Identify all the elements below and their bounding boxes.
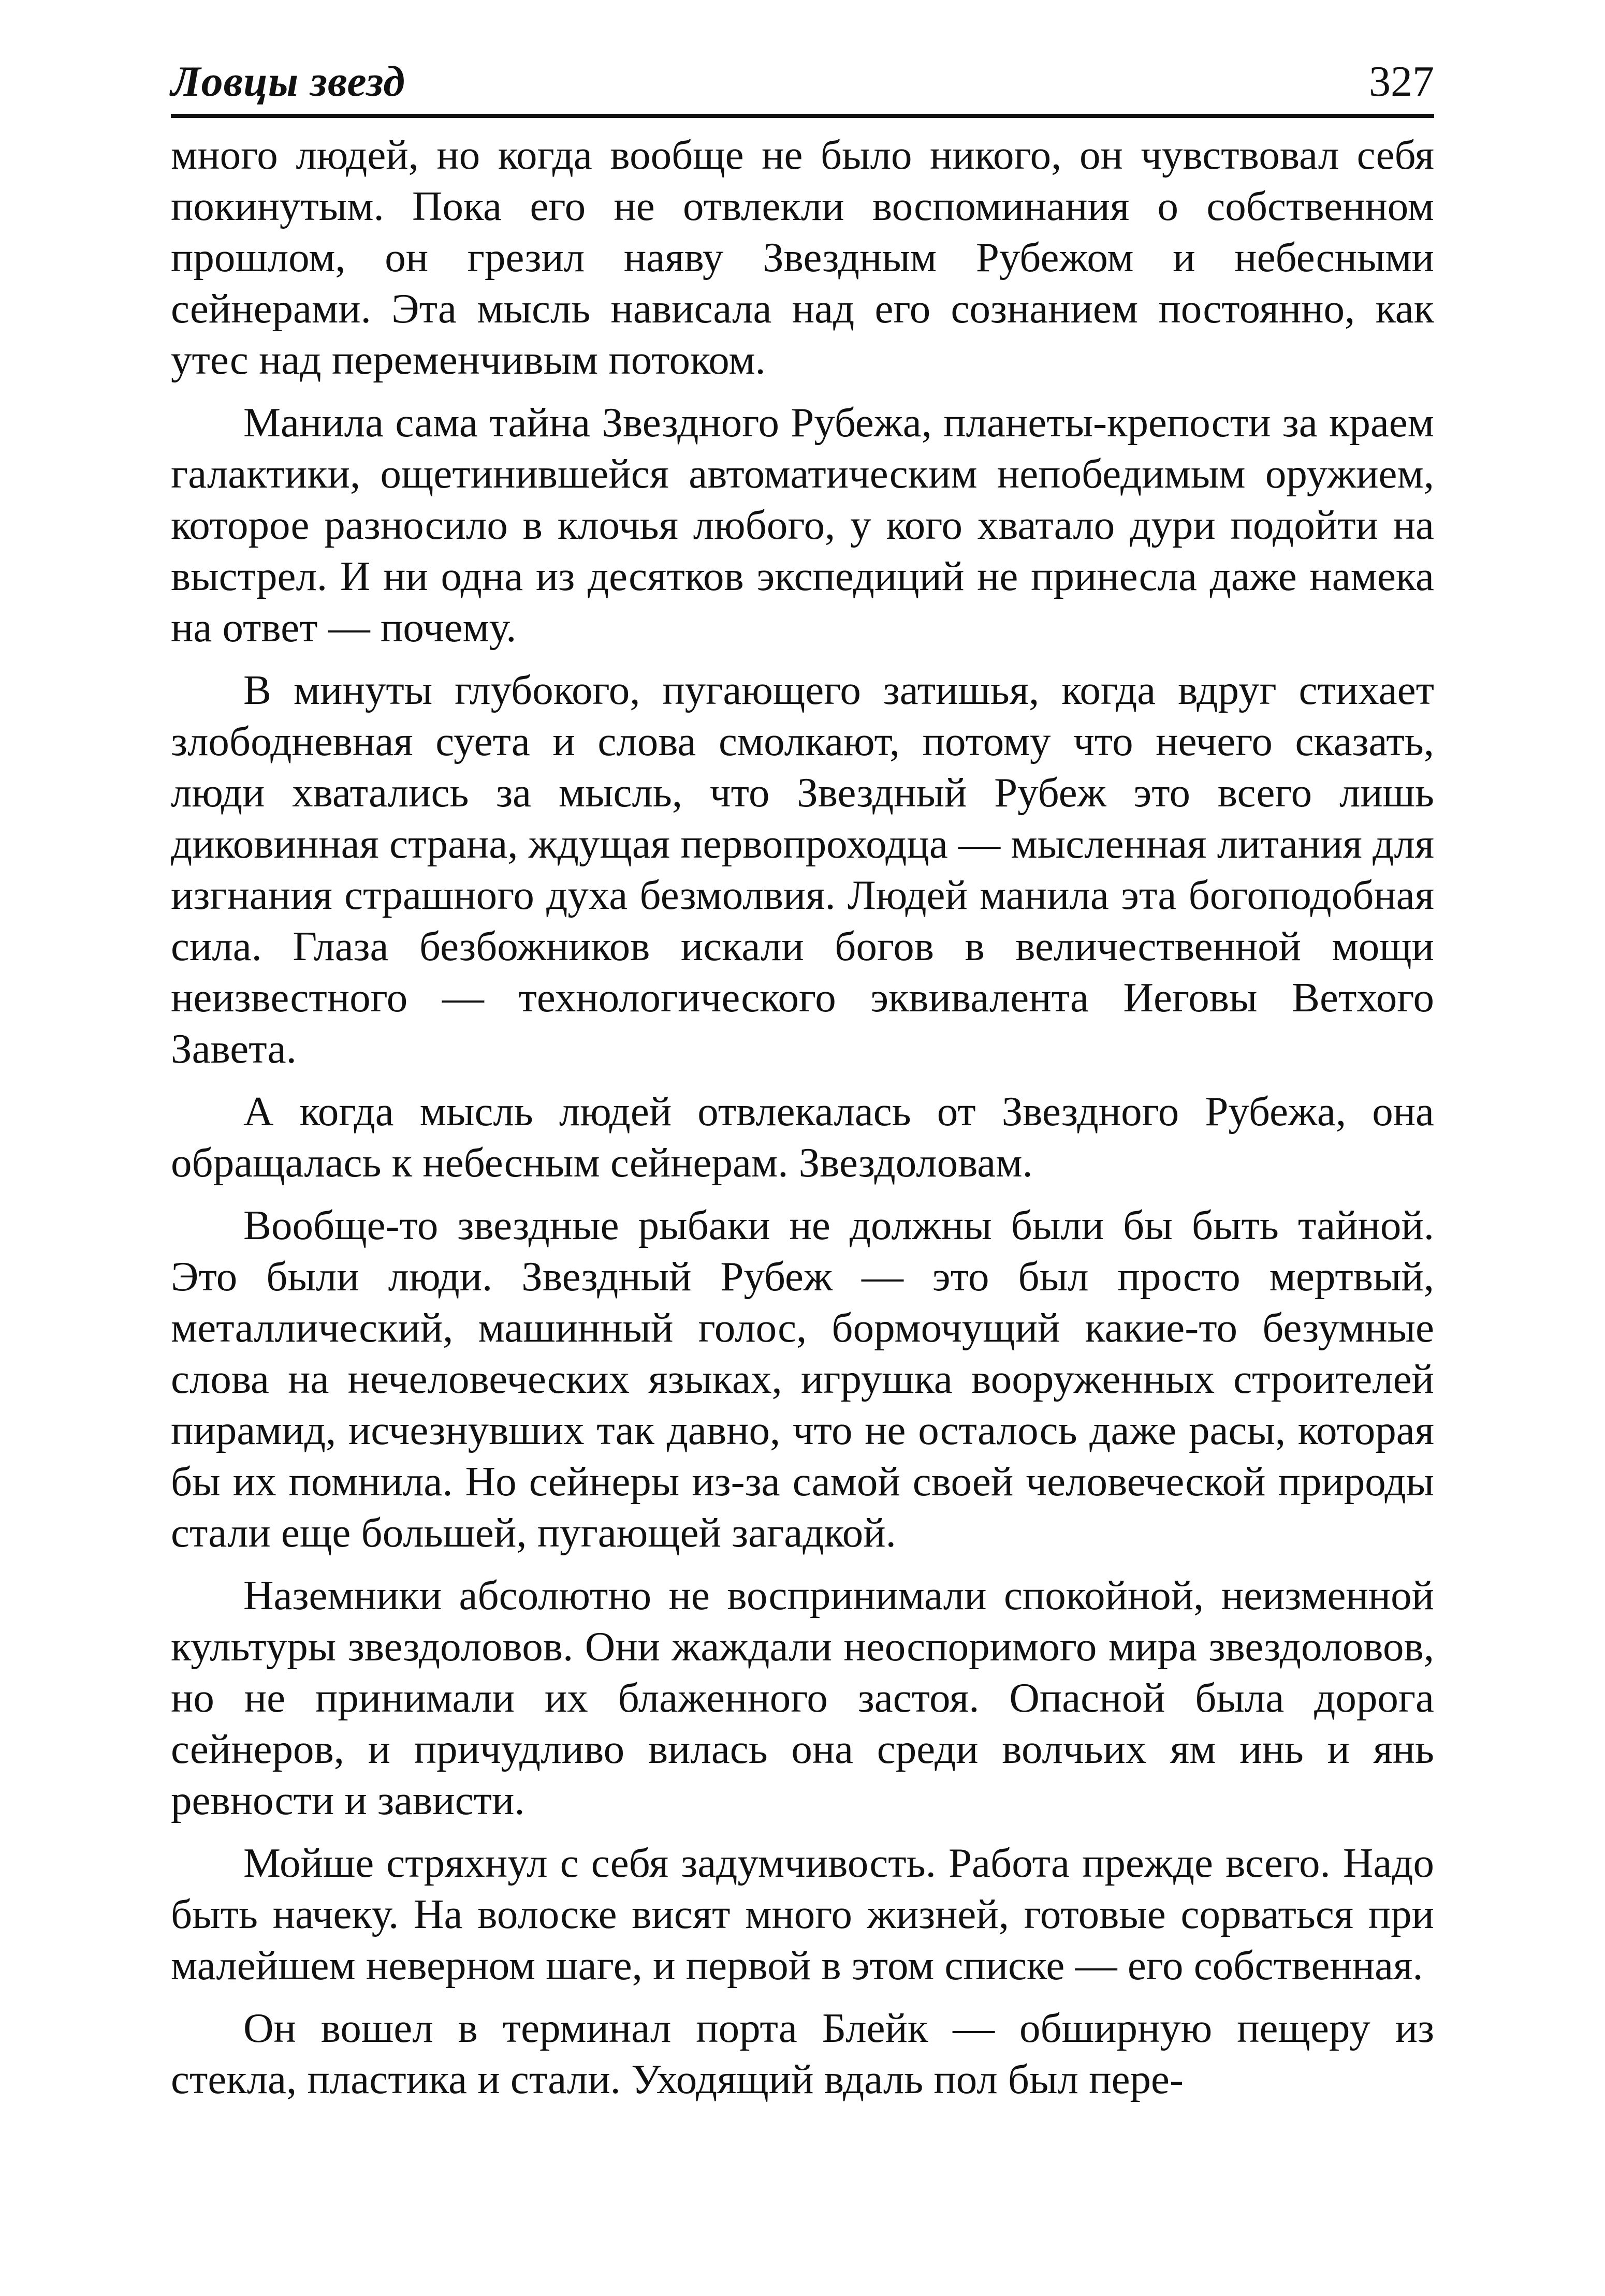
paragraph: Мойше стряхнул с себя задумчивость. Работа прежде всего. Надо быть начеку. На волоске висят много жизней, готовые сорваться при малейшем неверном шаге, и первой в этом списке — его собственная. — [171, 1839, 1434, 1989]
page-number: 327 — [1369, 57, 1434, 106]
book-page — [171, 52, 1434, 2226]
body-text — [171, 129, 1434, 2105]
paragraph: много людей, но когда вообще не было никого, он чувствовал себя покинутым. Пока его не отвлекли воспоминания о собственном прошлом, он грезил наяву Звездным Рубежом и небесными сейнерами. Эта мысль нависала над его сознанием постоянно, как утес над переменчивым потоком. — [171, 131, 1434, 383]
paragraph: Он вошел в терминал порта Блейк — обширную пещеру из стекла, пластика и стали. Уходящий вдаль пол был пере- — [171, 2005, 1434, 2102]
paragraph: В минуты глубокого, пугающего затишья, когда вдруг стихает злободневная суета и слова смолкают, потому что нечего сказать, люди хватались за мысль, что Звездный Рубеж это всего лишь диковинная страна, ждущая первопроходца — мысленная литания для изгнания страшного духа безмолвия. Людей манила эта богоподобная сила. Глаза безбожников искали богов в величественной мощи неизвестного — технологического эквивалента Иеговы Ветхого Завета. — [171, 667, 1434, 1072]
paragraph: Наземники абсолютно не воспринимали спокойной, неизменной культуры звездоловов. Они жаждали неоспоримого мира звездоловов, но не принимали их блаженного застоя. Опасной была дорога сейнеров, и причудливо вилась она среди волчьих ям инь и янь ревности и зависти. — [171, 1572, 1434, 1823]
running-head — [171, 52, 1434, 118]
paragraph: Манила сама тайна Звездного Рубежа, планеты-крепости за краем галактики, ощетинившейся автоматическим непобедимым оружием, которое разносило в клочья любого, у кого хватало дури подойти на выстрел. И ни одна из десятков экспедиций не принесла даже намека на ответ — почему. — [171, 399, 1434, 651]
paragraph: Вообще-то звездные рыбаки не должны были бы быть тайной. Это были люди. Звездный Рубеж — это был просто мертвый, металлический, машинный голос, бормочущий какие-то безумные слова на нечеловеческих языках, игрушка вооруженных строителей пирамид, исчезнувших так давно, что не осталось даже расы, которая бы их помнила. Но сейнеры из-за самой своей человеческой природы стали еще большей, пугающей загадкой. — [171, 1202, 1434, 1556]
paragraph: А когда мысль людей отвлекалась от Звездного Рубежа, она обращалась к небесным сейнерам. Звездоловам. — [171, 1088, 1434, 1186]
running-title: Ловцы звезд — [171, 57, 405, 106]
